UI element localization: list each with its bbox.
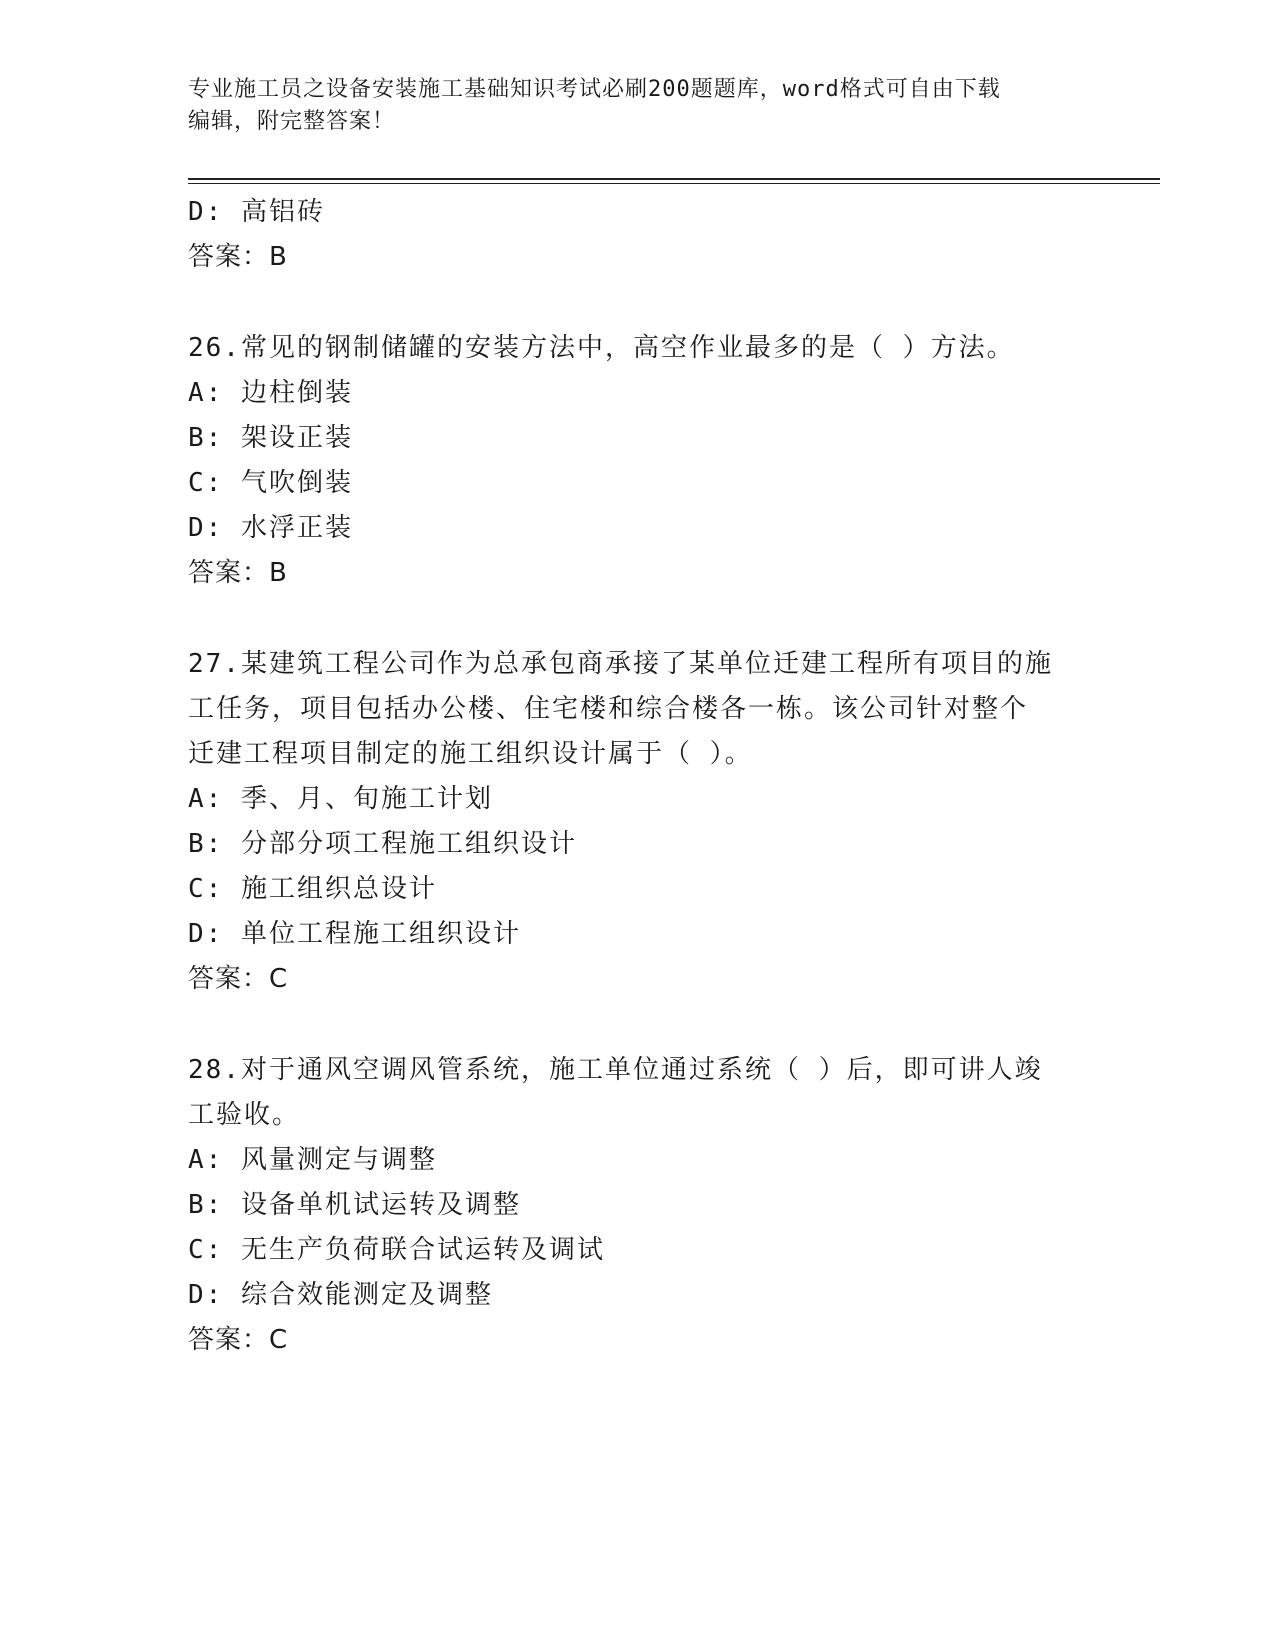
prev-option-d: D: 高铝砖 [188, 197, 325, 227]
question-text: 迁建工程项目制定的施工组织设计属于（ ）。 [188, 739, 753, 769]
option-d: D: 水浮正装 [188, 513, 353, 543]
question-list [188, 190, 1088, 1363]
question-text: 工验收。 [188, 1100, 301, 1130]
option-c: C: 无生产负荷联合试运转及调试 [188, 1235, 605, 1265]
option-d: D: 单位工程施工组织设计 [188, 919, 521, 949]
answer: 答案：C [188, 964, 289, 994]
option-a: A: 季、月、旬施工计划 [188, 784, 493, 814]
header-divider-thick [188, 178, 1160, 180]
option-a: A: 边柱倒装 [188, 378, 353, 408]
question-text: 28.对于通风空调风管系统，施工单位通过系统（ ）后，即可讲人竣 [188, 1055, 1043, 1085]
header-line-1: 专业施工员之设备安装施工基础知识考试必刷200题题库，word格式可自由下载 [188, 77, 1001, 102]
document-header [188, 74, 1088, 138]
option-c: C: 气吹倒装 [188, 468, 353, 498]
answer: 答案：C [188, 1325, 289, 1355]
question-text: 工任务，项目包括办公楼、住宅楼和综合楼各一栋。该公司针对整个 [188, 694, 1029, 724]
prev-answer: 答案：B [188, 242, 288, 272]
question-text: 27.某建筑工程公司作为总承包商承接了某单位迁建工程所有项目的施 [188, 649, 1053, 679]
answer: 答案：B [188, 558, 288, 588]
option-b: B: 架设正装 [188, 423, 353, 453]
question-text: 26.常见的钢制储罐的安装方法中，高空作业最多的是（ ）方法。 [188, 333, 1015, 363]
option-d: D: 综合效能测定及调整 [188, 1280, 493, 1310]
question-28 [188, 1048, 1088, 1363]
header-line-2: 编辑，附完整答案！ [188, 109, 396, 134]
option-a: A: 风量测定与调整 [188, 1145, 437, 1175]
question-27 [188, 642, 1088, 1002]
option-b: B: 分部分项工程施工组织设计 [188, 829, 577, 859]
option-c: C: 施工组织总设计 [188, 874, 437, 904]
question-26 [188, 326, 1088, 596]
header-divider-thin [188, 183, 1160, 184]
option-b: B: 设备单机试运转及调整 [188, 1190, 521, 1220]
